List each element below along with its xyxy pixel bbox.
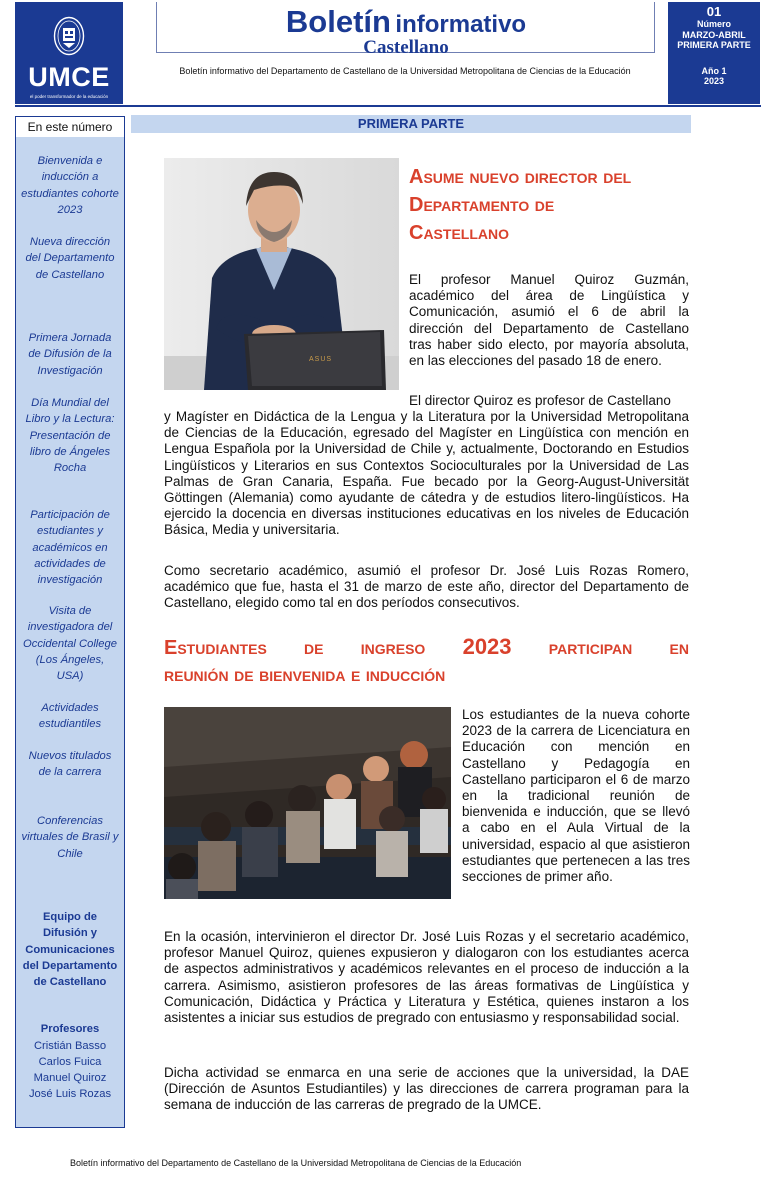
professor-name: José Luis Rozas	[28, 1088, 112, 1100]
sidebar-item-participacion[interactable]: Participación de estudiantes y académicos en actividades de investigación	[30, 509, 110, 587]
article2-title-word: de	[304, 637, 324, 659]
logo-tagline: el poder transformador de la educación	[29, 94, 109, 99]
professor-name: Manuel Quiroz	[33, 1072, 107, 1084]
section-label: PRIMERA PARTE	[131, 115, 691, 133]
sidebar-item-conferencias[interactable]: Conferencias virtuales de Brasil y Chile	[21, 815, 119, 860]
article2-para3: Dicha actividad se enmarca en una serie de acciones que la universidad, la DAE (Dirección de Asuntos Estudiantiles) y las direcciones de carrera programan para la semana de inducción de las carreras de pregrado de la UMCE.	[164, 1065, 689, 1113]
article1-intro-line: académico del área de Lingüística y	[409, 288, 689, 304]
sidebar-item-nueva-direccion[interactable]: Nueva dirección del Departamento de Castellano	[25, 236, 115, 281]
issue-period: MARZO-ABRIL	[682, 29, 746, 40]
title-big: Boletín	[285, 4, 391, 39]
sidebar-item-bienvenida[interactable]: Bienvenida e inducción a estudiantes cohorte 2023	[21, 155, 119, 216]
professor-name: Carlos Fuica	[38, 1056, 102, 1068]
article2-title-word: Estudiantes	[164, 637, 267, 659]
article1-intro-line: El profesor Manuel Quiroz Guzmán,	[409, 272, 689, 287]
issue-year-label: Año 1	[701, 65, 727, 76]
sidebar-team-title: Equipo de Difusión y Comunicaciones del Departamento de Castellano	[22, 911, 118, 989]
article2-title-year: 2023	[462, 634, 512, 659]
article2-para2: En la ocasión, intervinieron el director Dr. José Luis Rozas y el secretario académico, profesor Manuel Quiroz, quienes expusieron y dialogaron con los estudiantes acerca de aspectos administrativos y académicos relevantes en el proceso de inducción a la carrera. Asimismo, asistieron profesores de las áreas formativas de Lingüística y Comunicación, Didáctica y Práctica y Literatura y Estética, quienes instaron a los asistentes a iniciar sus estudios de pregrado con entusiasmo y responsabilidad social.	[164, 929, 689, 1026]
article1-title-line2: Departamento de	[409, 194, 555, 216]
sidebar-item-actividades[interactable]: Actividades estudiantiles	[38, 702, 102, 731]
article2-title-word: ingreso	[360, 637, 426, 659]
article1-intro-line: en las elecciones del pasado 18 de enero.	[409, 353, 662, 369]
article1-title	[409, 163, 699, 247]
logo-name: UMCE	[28, 62, 110, 92]
article2-title-line2: reunión de bienvenida e inducción	[164, 664, 446, 686]
umce-logo	[15, 2, 123, 104]
professor-name: Cristián Basso	[33, 1040, 107, 1052]
article2-title-line1	[164, 634, 689, 660]
article1-para3: Como secretario académico, asumió el profesor Dr. José Luis Rozas Romero, académico que fue, hasta el 31 de marzo de este año, director del Departamento de Castellano, elegido como tal en dos períodos consecutivos.	[164, 563, 689, 611]
article1-para2-first: El director Quiroz es profesor de Castellano	[409, 393, 671, 408]
issue-year: 2023	[703, 76, 725, 86]
article1-intro-line: dirección del Departamento de Castellano	[409, 320, 689, 336]
issue-part: PRIMERA PARTE	[677, 40, 751, 50]
article1-intro	[409, 272, 689, 369]
article2-title-word: participan	[548, 637, 633, 659]
article1-intro-line: tras haber sido electo, por mayoría absoluta,	[409, 336, 689, 352]
sidebar-heading: En este número	[16, 117, 124, 137]
laptop-brand: ASUS	[309, 356, 333, 363]
issue-number-label: Número	[696, 19, 731, 29]
article2-title-word: en	[669, 637, 689, 659]
sidebar-item-dia-libro[interactable]: Día Mundial del Libro y la Lectura: Presentación de libro de Ángeles Rocha	[25, 397, 115, 475]
students-photo	[164, 707, 451, 899]
article1-para2: y Magíster en Didáctica de la Lengua y la Literatura por la Universidad Metropolitana de Ciencias de la Educación, egresado del Magíster en Lingüística con mención en Lengua Española por la Universidad de Chile y, actualmente, Doctorando en Estudios Lingüísticos y Literarios en sus Contextos Socioculturales por la Universidad de Las Palmas de Gran Canaria, España. Fue becado por la Georg-August-Universität Göttingen (Alemania) como ayudante de cátedra y de estudios litero-lingüísticos. Ha ejercido la docencia en diversas instituciones educativas en los niveles de Educación Básica, Media y universitaria.	[164, 409, 689, 538]
university-seal-icon	[53, 16, 85, 56]
bulletin-subtitle: Castellano	[363, 37, 449, 58]
article2-para1: Los estudiantes de la nueva cohorte 2023 de la carrera de Licenciatura en Educación con mención en Castellano y Pedagogía en Castellano participaron el 6 de marzo en la tradicional reunión de bienvenida e inducción, que se llevó a cabo en el Aula Virtual de la universidad, espacio al que asistieron estudiantes que pertenecen a las tres secciones de primer año.	[462, 707, 690, 885]
header-divider	[15, 105, 761, 107]
page-footer: Boletín informativo del Departamento de Castellano de la Universidad Metropolitana de Ciencias de la Educación	[70, 1158, 522, 1168]
article1-intro-line: Comunicación, asumió el 6 de abril la	[409, 304, 689, 320]
header-description: Boletín informativo del Departamento de Castellano de la Universidad Metropolitana de Ciencias de la Educación	[179, 66, 631, 76]
issue-number: 01	[706, 4, 722, 19]
issue-info	[668, 2, 760, 104]
sidebar-professors-title: Profesores	[40, 1023, 100, 1035]
director-photo	[164, 158, 399, 390]
article1-title-line3: Castellano	[409, 222, 509, 244]
article1-title-line1: Asume nuevo director del	[409, 166, 632, 188]
sidebar-item-titulados[interactable]: Nuevos titulados de la carrera	[28, 750, 112, 779]
title-small: informativo	[395, 11, 527, 38]
bulletin-title	[156, 4, 656, 40]
sidebar-item-jornada[interactable]: Primera Jornada de Difusión de la Investigación	[28, 332, 112, 377]
sidebar-item-visita[interactable]: Visita de investigadora del Occidental College (Los Ángeles, USA)	[23, 605, 117, 683]
